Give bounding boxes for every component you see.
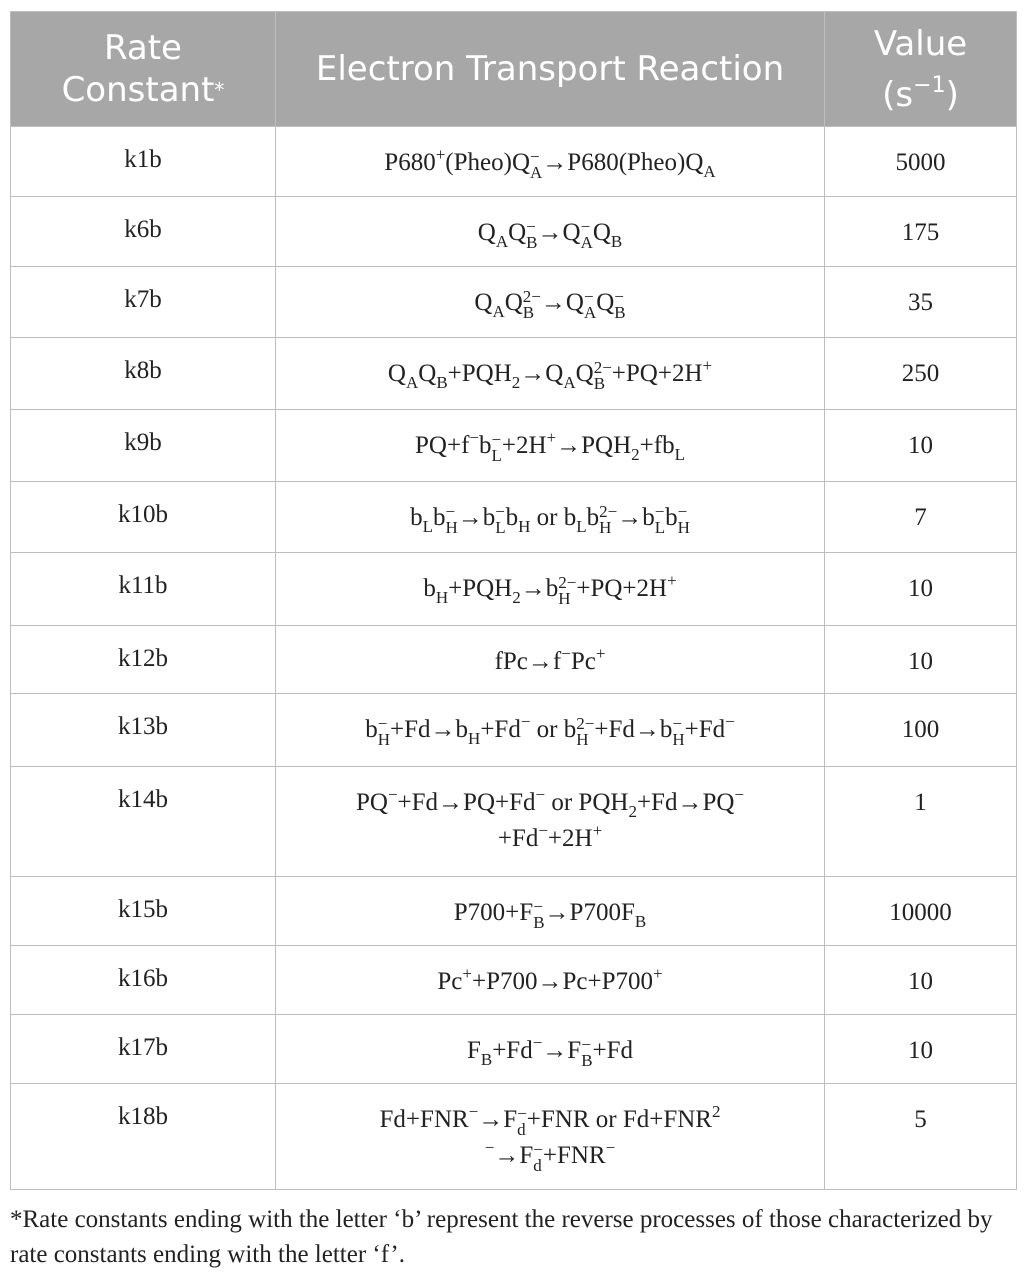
table-row: [11, 127, 1017, 197]
formula-superscript: −: [614, 287, 624, 306]
formula-superscript: 2−: [576, 714, 595, 733]
formula-text: +PQ+2H: [576, 575, 668, 602]
formula-text: +Fd: [492, 1037, 533, 1064]
formula-text: Pc: [570, 648, 596, 675]
table-row: [11, 694, 1017, 767]
formula-subscript: B: [581, 1051, 593, 1070]
formula-superscript: 2: [711, 1102, 721, 1121]
formula-subscript: H: [576, 730, 589, 749]
table-row: [11, 1015, 1017, 1084]
value-cell: 175: [825, 197, 1017, 267]
formula-text: +Fd→b: [594, 716, 673, 743]
header-row: [11, 12, 1017, 127]
table-row: [11, 946, 1017, 1015]
reaction-cell: [276, 267, 825, 338]
formula-text: or PQH: [545, 789, 629, 816]
rate-constant-cell: k17b: [11, 1015, 276, 1084]
formula-subsup: [558, 575, 576, 607]
formula-subscript: H: [435, 588, 449, 607]
formula-text: Q: [504, 289, 523, 316]
formula-subscript: H: [599, 518, 612, 537]
header-value-unit-close: ): [945, 74, 959, 115]
formula-subscript: L: [576, 517, 587, 536]
reaction-cell: [276, 127, 825, 197]
formula-text: Q: [418, 360, 437, 387]
formula-superscript: −: [445, 502, 456, 521]
rate-constant-cell: k14b: [11, 767, 276, 877]
formula-subscript: B: [634, 912, 647, 931]
formula-text: or b: [530, 504, 577, 531]
formula-text: (Pheo)Q: [445, 149, 531, 176]
formula-superscript: −: [535, 785, 546, 804]
formula-subsup: [581, 1037, 592, 1069]
formula-subsup: [678, 504, 690, 536]
formula-text: b: [505, 504, 519, 531]
reaction-cell: [276, 694, 825, 767]
formula-superscript: −: [580, 217, 591, 236]
formula-subsup: [533, 899, 544, 931]
formula-text: →F: [478, 1106, 518, 1133]
rate-constant-cell: k13b: [11, 694, 276, 767]
formula-superscript: +: [435, 145, 446, 164]
formula-text: P700+F: [453, 899, 534, 926]
formula-text: +FNR or Fd+FNR: [526, 1106, 712, 1133]
header-value-unit-exp: −1: [913, 72, 946, 98]
formula-text: →PQH: [556, 432, 632, 459]
formula-text: +Fd: [592, 1037, 634, 1064]
value-cell: 10: [825, 946, 1017, 1015]
formula-superscript: −: [520, 712, 531, 731]
formula-text: +FNR: [542, 1142, 606, 1169]
header-value-unit-open: (s: [882, 74, 914, 115]
rate-constant-cell: k10b: [11, 482, 276, 553]
rate-constants-table: [10, 11, 1017, 1190]
formula-subscript: d: [517, 1120, 526, 1139]
value-cell: 5000: [825, 127, 1017, 197]
formula-subscript: 2: [512, 588, 521, 607]
rate-constant-cell: k8b: [11, 338, 276, 410]
formula-superscript: −: [605, 1138, 616, 1157]
formula-superscript: 2−: [522, 287, 541, 306]
rate-constant-cell: k11b: [11, 553, 276, 626]
value-cell: 35: [825, 267, 1017, 338]
formula-text: Fd+FNR: [379, 1106, 469, 1133]
value-cell: 10: [825, 410, 1017, 482]
formula-superscript: 2−: [558, 573, 577, 592]
formula-superscript: −: [377, 714, 388, 733]
formula-text: P680: [384, 149, 436, 176]
formula-text: b: [410, 504, 423, 531]
formula-text: →Q: [537, 219, 581, 246]
formula-superscript: −: [530, 147, 540, 166]
formula-text: +fb: [639, 432, 675, 459]
formula-text: b: [479, 432, 492, 459]
reaction-cell: [276, 553, 825, 626]
table-row: [11, 767, 1017, 877]
formula-text: →P700F: [544, 899, 635, 926]
formula-superscript: −: [533, 897, 543, 916]
value-cell: 100: [825, 694, 1017, 767]
reaction-cell: [276, 482, 825, 553]
table-row: [11, 410, 1017, 482]
formula-subscript: L: [495, 518, 506, 537]
rate-constant-cell: k6b: [11, 197, 276, 267]
formula-text: →Q: [540, 289, 584, 316]
formula-text: +PQH: [448, 575, 513, 602]
formula-subscript: A: [492, 302, 505, 321]
formula-text: b: [423, 575, 436, 602]
reaction-cell: [276, 767, 825, 877]
formula-superscript: −: [654, 502, 665, 521]
formula-subscript: A: [563, 373, 576, 392]
value-cell: 1: [825, 767, 1017, 877]
formula-subscript: L: [422, 517, 433, 536]
formula-subsup: [672, 716, 684, 748]
formula-text: PQ: [355, 789, 388, 816]
formula-text: PQ+f: [415, 432, 470, 459]
table-row: [11, 338, 1017, 410]
formula-subscript: B: [522, 303, 535, 322]
formula-superscript: 2−: [593, 358, 612, 377]
formula-superscript: −: [561, 644, 571, 663]
table-row: [11, 197, 1017, 267]
header-asterisk: *: [214, 78, 225, 102]
formula-superscript: −: [495, 502, 505, 521]
formula-superscript: −: [532, 1033, 543, 1052]
formula-text: +2H: [547, 825, 593, 852]
table-row: [11, 626, 1017, 694]
formula-superscript: −: [583, 287, 594, 306]
formula-subscript: A: [405, 373, 419, 392]
formula-superscript: −: [387, 785, 398, 804]
formula-superscript: +: [592, 821, 603, 840]
formula-subsup: [530, 149, 542, 181]
formula-text: +Fd: [480, 716, 521, 743]
formula-subscript: 2: [628, 802, 637, 821]
formula-subscript: A: [495, 232, 509, 251]
value-cell: 5: [825, 1084, 1017, 1190]
formula-subsup: [581, 219, 593, 251]
formula-superscript: +: [546, 428, 557, 447]
value-cell: 250: [825, 338, 1017, 410]
formula-subscript: d: [533, 1156, 542, 1175]
formula-superscript: −: [581, 1035, 591, 1054]
table-row: [11, 553, 1017, 626]
formula-superscript: −: [484, 1138, 495, 1157]
rate-constant-cell: k1b: [11, 127, 276, 197]
formula-text: +Fd: [497, 825, 539, 852]
formula-text: →F: [494, 1142, 534, 1169]
formula-subscript: B: [436, 373, 448, 392]
value-cell: 10: [825, 553, 1017, 626]
table-row: [11, 482, 1017, 553]
formula-superscript: +: [667, 571, 677, 590]
header-rate-constant: [11, 12, 276, 127]
formula-subscript: B: [610, 232, 623, 251]
formula-text: Q: [575, 360, 594, 387]
formula-text: →Q: [520, 360, 564, 387]
formula-subsup: [533, 1142, 543, 1174]
reaction-cell: [276, 626, 825, 694]
rate-constant-cell: k16b: [11, 946, 276, 1015]
table-footnote: *Rate constants ending with the letter ‘b’ represent the reverse processes of those characterized by rate constants ending with the letter ‘f’.: [10, 1206, 993, 1268]
rate-constant-cell: k15b: [11, 877, 276, 946]
formula-superscript: +: [462, 964, 472, 983]
formula-superscript: +: [595, 644, 606, 663]
formula-subscript: 2: [511, 373, 521, 392]
formula-superscript: −: [468, 1102, 479, 1121]
formula-text: fPc→f: [494, 648, 562, 675]
formula-text: Pc: [437, 968, 463, 995]
formula-subsup: [492, 432, 502, 464]
formula-subsup: [655, 504, 665, 536]
formula-subsup: [526, 219, 537, 251]
formula-subsup: [576, 716, 594, 748]
value-cell: 10: [825, 1015, 1017, 1084]
formula-subsup: [594, 360, 612, 392]
formula-text: +P700→Pc+P700: [471, 968, 653, 995]
formula-superscript: 2−: [599, 502, 618, 521]
formula-subscript: B: [526, 233, 538, 252]
header-rate-constant-line2: Constant: [61, 70, 215, 110]
formula-text: Q: [596, 289, 615, 316]
reaction-cell: [276, 1084, 825, 1190]
formula-subsup: [614, 289, 625, 321]
formula-subscript: H: [468, 729, 481, 748]
formula-subsup: [495, 504, 505, 536]
formula-superscript: −: [517, 1104, 527, 1123]
formula-subscript: H: [518, 517, 531, 536]
formula-subscript: H: [672, 730, 685, 749]
formula-superscript: −: [491, 430, 502, 449]
formula-text: b: [665, 504, 678, 531]
formula-text: +PQH: [447, 360, 512, 387]
rate-constant-cell: k12b: [11, 626, 276, 694]
table-row: [11, 267, 1017, 338]
formula-text: →F: [542, 1037, 582, 1064]
formula-subscript: H: [377, 730, 391, 749]
formula-subscript: B: [593, 374, 606, 393]
formula-superscript: −: [734, 785, 745, 804]
formula-superscript: −: [725, 712, 735, 731]
formula-text: Q: [508, 219, 527, 246]
formula-text: b: [432, 504, 446, 531]
formula-subscript: H: [445, 518, 458, 537]
table-row: [11, 877, 1017, 946]
formula-text: +Fd: [684, 716, 726, 743]
formula-text: or b: [530, 716, 577, 743]
formula-text: →b: [520, 575, 559, 602]
table-row: [11, 1084, 1017, 1190]
formula-subscript: 2: [631, 445, 640, 464]
formula-superscript: −: [538, 821, 548, 840]
formula-superscript: −: [677, 502, 688, 521]
formula-subscript: H: [677, 518, 690, 537]
formula-text: b: [365, 716, 378, 743]
formula-subsup: [378, 716, 390, 748]
formula-superscript: −: [526, 217, 536, 236]
reaction-cell: [276, 410, 825, 482]
formula-subscript: L: [674, 445, 685, 464]
header-reaction: [276, 12, 825, 127]
formula-superscript: −: [533, 1140, 543, 1159]
reaction-cell: [276, 877, 825, 946]
formula-subscript: B: [480, 1050, 493, 1069]
reaction-cell: [276, 946, 825, 1015]
value-cell: 10: [825, 626, 1017, 694]
formula-text: Q: [592, 219, 611, 246]
formula-superscript: −: [469, 428, 479, 447]
formula-text: →P680(Pheo)Q: [542, 149, 704, 176]
formula-subscript: A: [703, 162, 716, 181]
formula-text: →b: [457, 504, 496, 531]
formula-text: →b: [617, 504, 655, 531]
formula-subsup: [517, 1106, 527, 1138]
formula-text: Q: [477, 219, 496, 246]
formula-subsup: [584, 289, 596, 321]
formula-subsup: [445, 504, 457, 536]
header-value: [825, 12, 1017, 127]
value-cell: 10000: [825, 877, 1017, 946]
rate-constant-cell: k7b: [11, 267, 276, 338]
header-rate-constant-line1: Rate: [104, 28, 182, 68]
formula-text: Q: [387, 360, 406, 387]
formula-subscript: A: [530, 163, 543, 182]
formula-subscript: B: [614, 303, 626, 322]
formula-subsup: [599, 504, 617, 536]
formula-text: b: [586, 504, 600, 531]
value-cell: 7: [825, 482, 1017, 553]
formula-text: +PQ+2H: [611, 360, 703, 387]
table-body: [11, 127, 1017, 1190]
rate-constant-cell: k9b: [11, 410, 276, 482]
formula-subscript: L: [654, 518, 666, 537]
formula-text: +Fd→b: [390, 716, 469, 743]
formula-subscript: A: [583, 303, 597, 322]
formula-text: +Fd→PQ+Fd: [397, 789, 536, 816]
header-value-line1: Value: [873, 23, 968, 64]
reaction-cell: [276, 338, 825, 410]
formula-subscript: H: [558, 589, 571, 608]
formula-text: +Fd→PQ: [636, 789, 735, 816]
reaction-cell: [276, 197, 825, 267]
formula-subscript: B: [533, 913, 545, 932]
formula-text: F: [466, 1037, 481, 1064]
reaction-cell: [276, 1015, 825, 1084]
formula-subscript: A: [580, 233, 593, 252]
formula-subscript: L: [491, 446, 502, 465]
header-reaction-label: Electron Transport Reaction: [315, 49, 785, 89]
formula-superscript: −: [672, 714, 682, 733]
formula-superscript: +: [653, 964, 663, 983]
formula-superscript: +: [702, 356, 713, 375]
formula-text: +2H: [501, 432, 547, 459]
rate-constant-cell: k18b: [11, 1084, 276, 1190]
formula-subsup: [523, 289, 541, 321]
formula-text: Q: [474, 289, 493, 316]
